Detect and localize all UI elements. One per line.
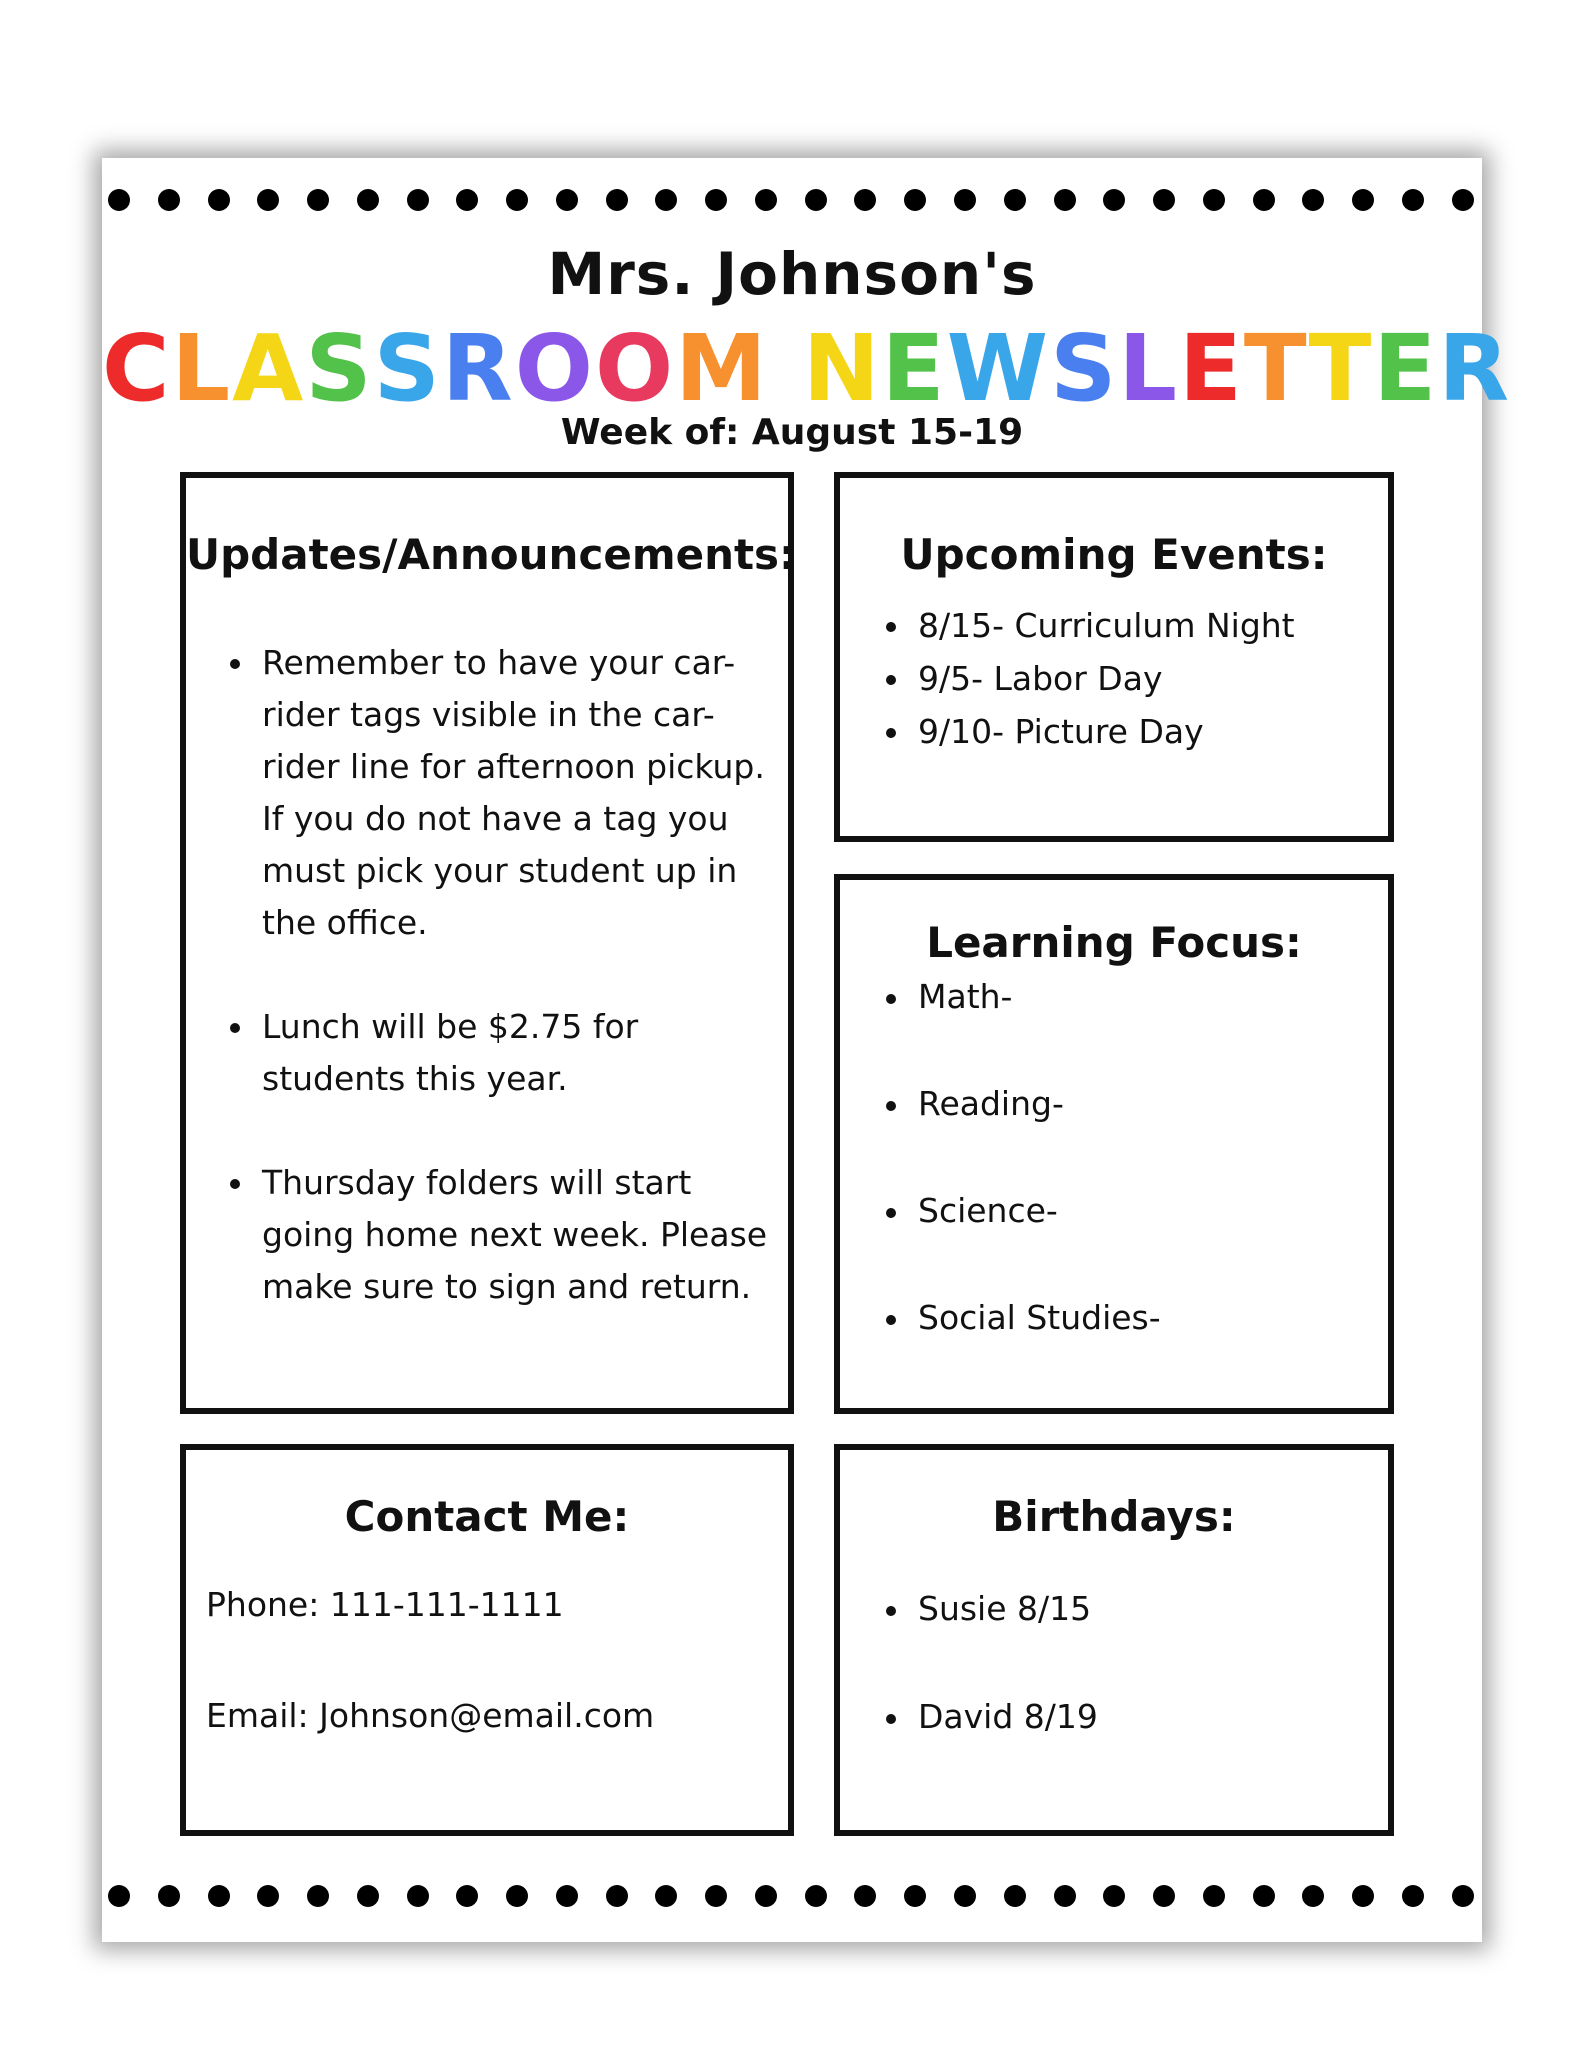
border-dot [1452,1885,1474,1907]
border-dot [1302,1885,1324,1907]
title-letter: R [441,315,515,422]
border-dot [1452,189,1474,211]
list-item: Susie 8/15 [880,1585,1368,1633]
border-dot [158,1885,180,1907]
border-dot [456,1885,478,1907]
events-box [834,472,1394,842]
border-dot [904,1885,926,1907]
border-dot [257,1885,279,1907]
title-space [769,314,803,424]
dot-border-top [108,188,1474,212]
contact-phone: Phone: 111-111-1111 [206,1585,564,1624]
border-dot [1054,1885,1076,1907]
list-item: 9/10- Picture Day [880,705,1368,758]
border-dot [805,1885,827,1907]
border-dot [954,189,976,211]
border-dot [705,1885,727,1907]
border-dot [108,189,130,211]
border-dot [805,189,827,211]
list-item: Math- [880,973,1368,1021]
border-dot [854,189,876,211]
border-dot [357,1885,379,1907]
border-dot [655,1885,677,1907]
contact-email: Email: Johnson@email.com [206,1696,655,1735]
title-letter: C [102,315,172,422]
birthdays-box [834,1444,1394,1836]
week-of-label: Week of: August 15-19 [560,412,1024,453]
border-dot [208,189,230,211]
border-dot [755,1885,777,1907]
title-letter: E [881,315,947,422]
title-letter: L [171,315,233,422]
title-letter: R [1438,315,1512,422]
border-dot [1004,1885,1026,1907]
learning-focus-list [880,973,1368,1342]
border-dot [1352,189,1374,211]
border-dot [606,1885,628,1907]
birthdays-list [880,1585,1368,1741]
border-dot [456,189,478,211]
list-item: 9/5- Labor Day [880,652,1368,705]
border-dot [755,189,777,211]
dot-border-bottom [108,1884,1474,1908]
border-dot [1352,1885,1374,1907]
list-item: Thursday folders will start going home next week. Please make sure to sign and return. [224,1157,768,1313]
birthdays-title: Birthdays: [992,1492,1236,1541]
border-dot [357,189,379,211]
learning-focus-box [834,874,1394,1414]
border-dot [108,1885,130,1907]
title-letter: W [946,315,1051,422]
border-dot [506,189,528,211]
border-dot [1103,189,1125,211]
border-dot [1203,189,1225,211]
title-letter: O [514,315,595,422]
events-title: Upcoming Events: [900,530,1328,579]
list-item: Remember to have your car-rider tags visible in the car-rider line for afternoon pickup. If you do not have a tag you must pick your student up in the office. [224,637,768,949]
border-dot [705,189,727,211]
border-dot [1004,189,1026,211]
updates-title: Updates/Announcements: [186,530,796,579]
border-dot [158,189,180,211]
border-dot [606,189,628,211]
title-letter: E [1179,315,1244,422]
border-dot [1103,1885,1125,1907]
border-dot [1402,189,1424,211]
border-dot [407,189,429,211]
title-letter: M [675,315,769,422]
list-item: Science- [880,1187,1368,1235]
newsletter-page [102,158,1512,1942]
border-dot [655,189,677,211]
title-letter: A [232,315,306,422]
border-dot [1054,189,1076,211]
list-item: Reading- [880,1080,1368,1128]
contact-box [180,1444,794,1836]
border-dot [1253,1885,1275,1907]
border-dot [1203,1885,1225,1907]
border-dot [556,1885,578,1907]
title-letter: L [1118,315,1179,422]
title-letter: S [1050,315,1119,422]
border-dot [854,1885,876,1907]
list-item: David 8/19 [880,1693,1368,1741]
border-dot [407,1885,429,1907]
border-dot [954,1885,976,1907]
border-dot [556,189,578,211]
title-letter: S [305,315,374,422]
title-letter: T [1308,315,1374,422]
list-item: Lunch will be $2.75 for students this year. [224,1001,768,1105]
title-letter: S [373,315,442,422]
border-dot [1253,189,1275,211]
title-letter: O [594,315,676,422]
contact-title: Contact Me: [344,1492,630,1541]
title-letter: N [802,315,882,422]
border-dot [1153,189,1175,211]
list-item: 8/15- Curriculum Night [880,599,1368,652]
newsletter-title [102,314,1512,424]
border-dot [1302,189,1324,211]
border-dot [506,1885,528,1907]
border-dot [1153,1885,1175,1907]
border-dot [257,189,279,211]
border-dot [208,1885,230,1907]
updates-list [224,637,768,1313]
border-dot [307,1885,329,1907]
events-list [880,599,1368,758]
learning-focus-title: Learning Focus: [926,918,1302,967]
title-letter: T [1243,315,1309,422]
border-dot [904,189,926,211]
updates-box [180,472,794,1414]
title-letter: E [1373,315,1439,422]
border-dot [307,189,329,211]
teacher-name: Mrs. Johnson's [547,240,1037,308]
border-dot [1402,1885,1424,1907]
list-item: Social Studies- [880,1294,1368,1342]
